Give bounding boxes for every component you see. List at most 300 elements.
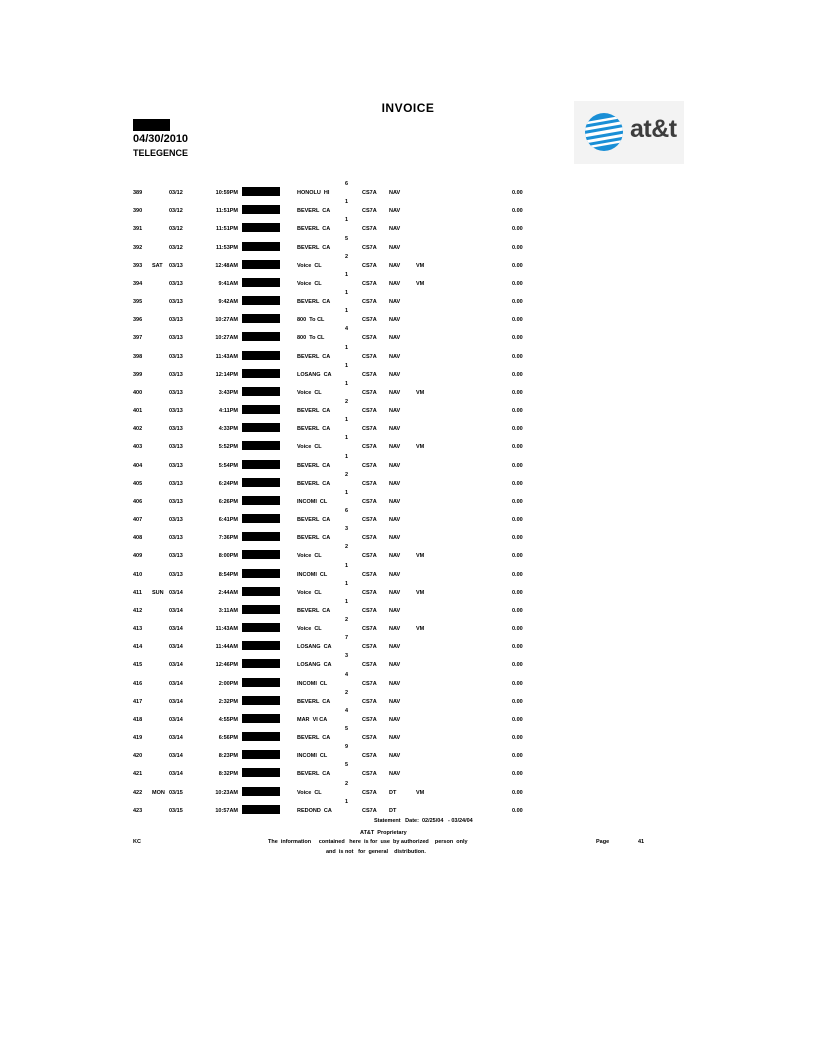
table-row <box>0 707 816 729</box>
row-feature: VM <box>416 389 425 396</box>
row-tag: 2 <box>345 544 349 551</box>
row-call-type: NAV <box>389 444 401 451</box>
table-row <box>0 399 816 420</box>
row-date: 03/14 <box>169 607 183 614</box>
row-tag: 2 <box>345 253 349 260</box>
invoice-title: INVOICE <box>381 101 435 115</box>
row-time: 5:54PM <box>218 462 238 469</box>
row-rate-code: CS7A <box>362 716 377 723</box>
row-time: 10:57AM <box>215 807 238 814</box>
row-amount: 0.00 <box>512 553 523 560</box>
row-date: 03/13 <box>169 444 183 451</box>
row-call-type: NAV <box>389 335 401 342</box>
row-day: MON <box>152 789 165 796</box>
table-row <box>0 689 816 711</box>
row-date: 03/14 <box>169 680 183 687</box>
row-date: 03/13 <box>169 426 183 433</box>
redacted-number <box>242 623 280 632</box>
row-day: SAT <box>152 262 163 269</box>
row-tag: 1 <box>345 562 349 569</box>
row-location: Voice CL <box>297 444 322 451</box>
row-time: 10:27AM <box>215 335 238 342</box>
redacted-number <box>242 714 280 723</box>
row-tag: 1 <box>345 580 349 587</box>
redacted-number <box>242 423 280 432</box>
row-call-type: NAV <box>389 389 401 396</box>
row-call-type: NAV <box>389 680 401 687</box>
row-rate-code: CS7A <box>362 644 377 651</box>
row-call-type: NAV <box>389 607 401 614</box>
row-rate-code: CS7A <box>362 771 377 778</box>
row-time: 11:53PM <box>215 244 238 251</box>
row-location: BEVERL CA <box>297 244 331 251</box>
row-tag: 5 <box>345 235 349 242</box>
row-rate-code: CS7A <box>362 280 377 287</box>
row-time: 7:36PM <box>218 535 238 542</box>
row-rate-code: CS7A <box>362 517 377 524</box>
page-number: 41 <box>638 839 645 845</box>
row-location: Voice CL <box>297 280 322 287</box>
row-number: 415 <box>133 662 143 669</box>
row-rate-code: CS7A <box>362 462 377 469</box>
row-number: 412 <box>133 607 143 614</box>
redacted-number <box>242 478 280 487</box>
row-number: 394 <box>133 280 143 287</box>
table-row <box>0 544 816 565</box>
row-feature: VM <box>416 280 425 287</box>
row-date: 03/14 <box>169 771 183 778</box>
row-amount: 0.00 <box>512 426 523 433</box>
statement-date: Statement Date: 02/25/04 - 03/24/04 <box>374 818 473 824</box>
row-time: 4:11PM <box>219 408 238 415</box>
table-row <box>0 471 816 493</box>
redacted-number <box>242 441 280 450</box>
table-row <box>0 635 816 656</box>
row-location: BEVERL CA <box>297 462 331 469</box>
row-rate-code: CS7A <box>362 553 377 560</box>
row-rate-code: CS7A <box>362 589 377 596</box>
row-amount: 0.00 <box>512 571 523 578</box>
row-date: 03/13 <box>169 389 183 396</box>
logo-text: at&t <box>630 115 677 143</box>
row-number: 403 <box>133 444 143 451</box>
redacted-number <box>242 768 280 777</box>
row-location: Voice CL <box>297 262 322 269</box>
row-call-type: NAV <box>389 226 401 233</box>
redacted-number <box>242 787 280 796</box>
row-amount: 0.00 <box>512 353 523 360</box>
row-date: 03/12 <box>169 244 183 251</box>
row-amount: 0.00 <box>512 644 523 651</box>
redacted-number <box>242 678 280 687</box>
row-time: 12:48AM <box>215 262 238 269</box>
row-location: BEVERL CA <box>297 299 331 306</box>
row-number: 413 <box>133 626 143 633</box>
row-amount: 0.00 <box>512 480 523 487</box>
row-rate-code: CS7A <box>362 208 377 215</box>
table-row <box>0 326 816 347</box>
redacted-number <box>242 496 280 505</box>
redacted-number <box>242 659 280 668</box>
row-rate-code: CS7A <box>362 807 377 814</box>
row-number: 421 <box>133 771 143 778</box>
row-rate-code: CS7A <box>362 190 377 196</box>
row-tag: 1 <box>345 380 349 387</box>
row-number: 393 <box>133 262 143 269</box>
row-call-type: NAV <box>389 698 401 705</box>
row-time: 10:27AM <box>215 317 238 324</box>
row-rate-code: CS7A <box>362 335 377 342</box>
globe-icon <box>584 112 624 152</box>
row-location: Voice CL <box>297 553 322 560</box>
row-tag: 1 <box>345 417 349 424</box>
row-call-type: NAV <box>389 553 401 560</box>
row-date: 03/13 <box>169 571 183 578</box>
table-row <box>0 562 816 584</box>
row-location: INCOMI CL <box>297 753 328 760</box>
row-time: 9:42AM <box>218 299 238 306</box>
redacted-number <box>242 260 280 269</box>
table-row <box>0 435 816 456</box>
row-amount: 0.00 <box>512 317 523 324</box>
row-tag: 1 <box>345 344 349 351</box>
row-date: 03/13 <box>169 553 183 560</box>
row-time: 6:41PM <box>218 517 238 524</box>
row-date: 03/12 <box>169 208 183 215</box>
row-amount: 0.00 <box>512 389 523 396</box>
row-number: 399 <box>133 371 143 378</box>
row-amount: 0.00 <box>512 626 523 633</box>
row-tag: 2 <box>345 399 349 406</box>
row-date: 03/14 <box>169 626 183 633</box>
redacted-number <box>242 332 280 341</box>
row-time: 3:11AM <box>218 607 238 614</box>
row-tag: 2 <box>345 780 349 787</box>
row-number: 398 <box>133 353 143 360</box>
row-number: 422 <box>133 789 143 796</box>
table-row <box>0 181 816 202</box>
row-amount: 0.00 <box>512 753 523 760</box>
row-number: 411 <box>133 589 142 596</box>
redacted-number <box>242 351 280 360</box>
row-location: BEVERL CA <box>297 607 331 614</box>
row-location: INCOMI CL <box>297 571 328 578</box>
table-row <box>0 290 816 311</box>
row-time: 4:33PM <box>218 426 238 433</box>
redacted-number <box>242 223 280 232</box>
table-row <box>0 671 816 693</box>
row-number: 407 <box>133 517 143 524</box>
row-call-type: NAV <box>389 353 401 360</box>
row-date: 03/12 <box>169 190 183 196</box>
row-time: 10:23AM <box>215 789 238 796</box>
redacted-number <box>242 369 280 378</box>
row-amount: 0.00 <box>512 735 523 742</box>
row-location: BEVERL CA <box>297 426 331 433</box>
row-rate-code: CS7A <box>362 698 377 705</box>
row-tag: 5 <box>345 762 349 769</box>
table-row <box>0 235 816 257</box>
row-rate-code: CS7A <box>362 535 377 542</box>
row-tag: 7 <box>345 635 349 642</box>
row-time: 9:41AM <box>218 280 238 287</box>
row-feature: VM <box>416 626 425 633</box>
row-tag: 4 <box>345 326 349 333</box>
row-tag: 1 <box>345 435 349 442</box>
row-date: 03/14 <box>169 753 183 760</box>
redacted-number <box>242 696 280 705</box>
row-location: INCOMI CL <box>297 680 328 687</box>
att-logo <box>574 101 684 164</box>
row-call-type: NAV <box>389 517 401 524</box>
redacted-number <box>242 514 280 523</box>
row-tag: 1 <box>345 489 349 496</box>
redacted-number <box>242 460 280 469</box>
row-location: 800 To CL <box>297 335 325 342</box>
table-row <box>0 271 816 293</box>
row-location: BEVERL CA <box>297 208 331 215</box>
redacted-number <box>242 550 280 559</box>
row-rate-code: CS7A <box>362 498 377 505</box>
row-amount: 0.00 <box>512 444 523 451</box>
row-date: 03/14 <box>169 698 183 705</box>
table-row <box>0 362 816 384</box>
row-date: 03/13 <box>169 353 183 360</box>
row-amount: 0.00 <box>512 716 523 723</box>
row-call-type: NAV <box>389 208 401 215</box>
row-time: 10:59PM <box>215 190 238 196</box>
row-number: 410 <box>133 571 143 578</box>
row-call-type: NAV <box>389 480 401 487</box>
table-row <box>0 344 816 366</box>
row-time: 6:24PM <box>218 480 238 487</box>
row-call-type: NAV <box>389 589 401 596</box>
row-number: 401 <box>133 408 143 415</box>
row-location: Voice CL <box>297 389 322 396</box>
row-number: 405 <box>133 480 143 487</box>
table-row <box>0 417 816 438</box>
row-rate-code: CS7A <box>362 426 377 433</box>
row-number: 409 <box>133 553 143 560</box>
row-feature: VM <box>416 444 425 451</box>
row-date: 03/13 <box>169 262 183 269</box>
row-time: 2:00PM <box>218 680 238 687</box>
row-tag: 3 <box>345 526 349 533</box>
row-location: LOSANG CA <box>297 371 332 378</box>
row-number: 408 <box>133 535 143 542</box>
row-location: BEVERL CA <box>297 771 331 778</box>
row-call-type: NAV <box>389 244 401 251</box>
row-call-type: NAV <box>389 662 401 669</box>
row-tag: 1 <box>345 598 349 605</box>
row-number: 397 <box>133 335 143 342</box>
row-location: BEVERL CA <box>297 408 331 415</box>
row-location: MAR VI CA <box>297 716 328 723</box>
row-date: 03/14 <box>169 662 183 669</box>
table-row <box>0 780 816 802</box>
redacted-number <box>242 278 280 287</box>
row-number: 400 <box>133 389 143 396</box>
redacted-number <box>242 641 280 650</box>
row-tag: 1 <box>345 362 349 369</box>
redacted-number <box>242 387 280 396</box>
row-date: 03/12 <box>169 226 183 233</box>
row-amount: 0.00 <box>512 371 523 378</box>
table-row <box>0 489 816 511</box>
row-rate-code: CS7A <box>362 262 377 269</box>
row-number: 404 <box>133 462 143 469</box>
row-number: 389 <box>133 190 143 196</box>
table-row <box>0 308 816 329</box>
row-time: 11:43AM <box>215 353 238 360</box>
row-date: 03/13 <box>169 535 183 542</box>
row-rate-code: CS7A <box>362 371 377 378</box>
table-row <box>0 380 816 402</box>
row-call-type: NAV <box>389 408 401 415</box>
row-tag: 1 <box>345 798 349 805</box>
row-amount: 0.00 <box>512 190 523 196</box>
row-rate-code: CS7A <box>362 626 377 633</box>
row-time: 8:32PM <box>218 771 238 778</box>
row-amount: 0.00 <box>512 807 523 814</box>
row-amount: 0.00 <box>512 408 523 415</box>
table-row <box>0 726 816 747</box>
redacted-number <box>242 205 280 214</box>
table-row <box>0 744 816 765</box>
row-number: 419 <box>133 735 143 742</box>
row-call-type: NAV <box>389 716 401 723</box>
row-call-type: DT <box>389 789 397 796</box>
row-rate-code: CS7A <box>362 226 377 233</box>
row-number: 414 <box>133 644 143 651</box>
row-location: BEVERL CA <box>297 226 331 233</box>
row-tag: 1 <box>345 199 349 206</box>
table-row <box>0 617 816 638</box>
row-call-type: DT <box>389 807 397 814</box>
row-call-type: NAV <box>389 571 401 578</box>
row-rate-code: CS7A <box>362 317 377 324</box>
table-row <box>0 526 816 547</box>
row-call-type: NAV <box>389 626 401 633</box>
row-amount: 0.00 <box>512 299 523 306</box>
row-tag: 9 <box>345 744 349 751</box>
row-date: 03/14 <box>169 644 183 651</box>
row-location: BEVERL CA <box>297 353 331 360</box>
row-call-type: NAV <box>389 426 401 433</box>
row-location: LOSANG CA <box>297 662 332 669</box>
row-tag: 1 <box>345 217 349 224</box>
row-rate-code: CS7A <box>362 389 377 396</box>
row-number: 420 <box>133 753 143 760</box>
row-amount: 0.00 <box>512 698 523 705</box>
row-date: 03/13 <box>169 371 183 378</box>
redacted-number <box>242 587 280 596</box>
table-row <box>0 762 816 783</box>
row-amount: 0.00 <box>512 226 523 233</box>
row-date: 03/13 <box>169 317 183 324</box>
row-date: 03/14 <box>169 589 183 596</box>
company-name: TELEGENCE <box>133 148 189 158</box>
confidentiality-line-2: and is not for general distribution. <box>326 849 426 855</box>
row-location: Voice CL <box>297 626 322 633</box>
table-row <box>0 580 816 602</box>
row-time: 6:56PM <box>218 735 238 742</box>
redacted-number <box>242 187 280 196</box>
table-row <box>0 653 816 674</box>
row-amount: 0.00 <box>512 280 523 287</box>
row-amount: 0.00 <box>512 498 523 505</box>
row-rate-code: CS7A <box>362 299 377 306</box>
row-call-type: NAV <box>389 190 401 196</box>
row-time: 12:46PM <box>215 662 238 669</box>
row-rate-code: CS7A <box>362 444 377 451</box>
redacted-number <box>242 605 280 614</box>
row-rate-code: CS7A <box>362 680 377 687</box>
row-call-type: NAV <box>389 262 401 269</box>
row-time: 11:51PM <box>215 226 238 233</box>
row-date: 03/13 <box>169 335 183 342</box>
table-row <box>0 508 816 529</box>
row-amount: 0.00 <box>512 662 523 669</box>
row-tag: 1 <box>345 308 349 315</box>
page-label: Page <box>596 839 610 845</box>
row-number: 423 <box>133 807 143 814</box>
row-tag: 6 <box>345 181 349 187</box>
row-time: 11:51PM <box>215 208 238 215</box>
row-rate-code: CS7A <box>362 735 377 742</box>
row-feature: VM <box>416 553 425 560</box>
row-tag: 6 <box>345 508 349 515</box>
row-tag: 5 <box>345 726 349 733</box>
row-time: 3:43PM <box>218 389 238 396</box>
table-row <box>0 199 816 220</box>
redacted-number <box>242 732 280 741</box>
row-time: 5:52PM <box>218 444 238 451</box>
row-amount: 0.00 <box>512 589 523 596</box>
row-day: SUN <box>152 589 164 596</box>
redacted-number <box>242 750 280 759</box>
row-tag: 2 <box>345 617 349 624</box>
row-call-type: NAV <box>389 535 401 542</box>
table-row <box>0 453 816 475</box>
row-date: 03/13 <box>169 498 183 505</box>
row-amount: 0.00 <box>512 208 523 215</box>
row-call-type: NAV <box>389 753 401 760</box>
row-date: 03/13 <box>169 462 183 469</box>
row-tag: 4 <box>345 707 349 714</box>
row-time: 8:00PM <box>218 553 238 560</box>
row-call-type: NAV <box>389 735 401 742</box>
proprietary-label: AT&T Proprietary <box>360 830 407 836</box>
row-location: HONOLU HI <box>297 190 330 196</box>
row-amount: 0.00 <box>512 771 523 778</box>
row-amount: 0.00 <box>512 607 523 614</box>
row-call-type: NAV <box>389 644 401 651</box>
row-call-type: NAV <box>389 462 401 469</box>
row-time: 11:44AM <box>215 644 238 651</box>
row-number: 392 <box>133 244 143 251</box>
row-location: BEVERL CA <box>297 735 331 742</box>
row-call-type: NAV <box>389 299 401 306</box>
row-rate-code: CS7A <box>362 753 377 760</box>
row-number: 395 <box>133 299 143 306</box>
redacted-number <box>242 242 280 251</box>
row-location: INCOMI CL <box>297 498 328 505</box>
row-feature: VM <box>416 262 425 269</box>
row-date: 03/13 <box>169 280 183 287</box>
redacted-number <box>242 532 280 541</box>
redacted-number <box>242 314 280 323</box>
